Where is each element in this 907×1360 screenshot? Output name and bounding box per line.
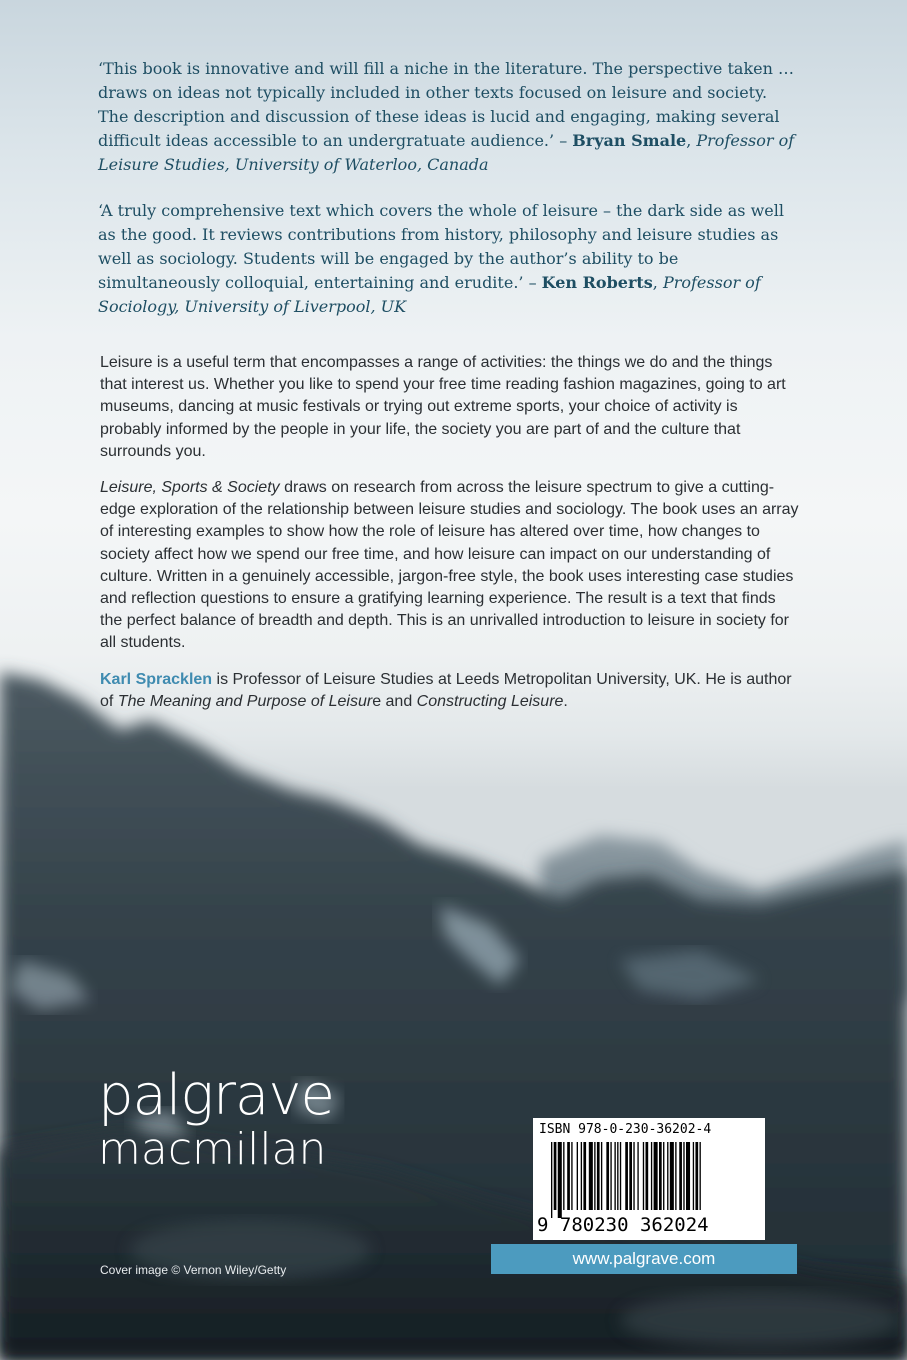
barcode-bar <box>654 1142 658 1210</box>
barcode-bar <box>554 1142 557 1210</box>
bio-text: e and <box>372 692 417 710</box>
barcode-bar <box>693 1142 694 1210</box>
quote-author: Ken Roberts <box>541 273 653 292</box>
quote-author: Bryan Smale <box>572 131 687 150</box>
barcode-bar <box>563 1142 564 1210</box>
isbn-barcode <box>533 1118 765 1240</box>
barcode-bar <box>651 1142 652 1210</box>
barcode-bar <box>589 1142 593 1210</box>
barcode-bar <box>679 1142 682 1210</box>
barcode-bar <box>558 1142 562 1218</box>
endorsement-quote <box>98 199 798 319</box>
barcode-bar <box>670 1142 674 1210</box>
quote-text: ‘A truly comprehensive text which covers the whole of leisure – the dark side as well as the good. It reviews contributions from history, philosophy and leisure studies as well as sociology. Students will be engaged by the author’s ability to be simultaneously colloquial, entertaining and erudite.’ – <box>98 201 784 292</box>
barcode-bar <box>700 1142 701 1210</box>
description-paragraph <box>100 477 800 655</box>
bio-text: is Professor of Leisure Studies at Leeds Metropolitan University, UK. He is author of <box>100 670 792 710</box>
publisher-website[interactable]: www.palgrave.com <box>491 1244 797 1274</box>
barcode-bar <box>695 1142 698 1210</box>
logo-line-palgrave: palgrave <box>98 1063 334 1128</box>
barcode-bar <box>601 1142 602 1210</box>
description-paragraph: Leisure is a useful term that encompasses a range of activities: the things we do and the things that interest us. Whether you like to spend your free time reading fashion magazines, going to art museums, dancing at music festivals or trying out extreme sports, your choice of activity is probably informed by the people in your life, the society you are part of and the culture that surrounds you. <box>100 354 786 460</box>
barcode-bar <box>667 1142 668 1210</box>
book-description <box>100 352 800 713</box>
quote-affiliation: Professor of Leisure Studies, University of Waterloo, Canada <box>98 131 795 174</box>
cover-image-credit: Cover image © Vernon Wiley/Getty <box>100 1263 287 1277</box>
quote-separator: , <box>652 273 663 292</box>
barcode-bar <box>643 1142 644 1210</box>
barcode-bar <box>597 1142 600 1210</box>
barcode-digits: 9 780230 362024 <box>537 1214 709 1236</box>
barcode-bar <box>581 1142 582 1210</box>
barcode-bar <box>646 1142 649 1210</box>
barcode-bar <box>606 1142 609 1210</box>
barcode-bars <box>551 1142 751 1218</box>
description-text: draws on research from across the leisure spectrum to give a cutting-edge exploration of the relationship between leisure studies and sociology. The book uses an array of interesting examples to show how the role of leisure has altered over time, how changes to society affect how we spend our free time, and how leisure can impact on our understanding of culture. Written in a genuinely accessible, jargon-free style, the book uses interesting case studies and reflection questions to ensure a gratifying learning experience. The result is a text that finds the perfect balance of breadth and depth. This is an unrivalled introduction to leisure in society for all students. <box>100 479 799 652</box>
barcode-bar <box>625 1142 628 1210</box>
author-name: Karl Spracklen <box>100 670 213 688</box>
isbn-label: ISBN 978-0-230-36202-4 <box>539 1122 712 1137</box>
barcode-bar <box>567 1142 570 1210</box>
endorsements <box>98 57 798 319</box>
barcode-bar <box>675 1142 676 1210</box>
book-reference: The Meaning and Purpose of Leisur <box>117 692 373 710</box>
quote-separator: , <box>686 131 697 150</box>
publisher-logo <box>98 1063 334 1175</box>
barcode-bar <box>633 1142 634 1210</box>
quote-affiliation: Professor of Sociology, University of Liverpool, UK <box>98 273 761 316</box>
book-reference: Constructing Leisure <box>416 692 564 710</box>
barcode-bar <box>610 1142 611 1210</box>
barcode-bar <box>659 1142 662 1210</box>
barcode-bar <box>583 1142 586 1210</box>
barcode-bar <box>551 1142 552 1218</box>
barcode-bar <box>617 1142 618 1210</box>
barcode-bar <box>686 1142 690 1210</box>
barcode-bar <box>571 1142 572 1210</box>
logo-line-macmillan: macmillan <box>98 1124 327 1175</box>
barcode-bar <box>620 1142 621 1210</box>
barcode-bar <box>594 1142 595 1210</box>
barcode-bar <box>683 1142 684 1210</box>
barcode-bar <box>663 1142 664 1210</box>
barcode-bar <box>577 1142 578 1210</box>
endorsement-quote <box>98 57 798 177</box>
barcode-bar <box>637 1142 638 1210</box>
barcode-bar <box>614 1142 615 1210</box>
author-bio <box>100 669 800 713</box>
quote-text: ‘This book is innovative and will fill a niche in the literature. The perspective taken …draws on ideas not typically included in other texts focused on leisure and society. The description and discussion of these ideas is lucid and engaging, making several difficult ideas accessible to an undergratuate audience.’ – <box>98 59 794 150</box>
book-title: Leisure, Sports & Society <box>100 479 280 497</box>
bio-text: . <box>563 692 568 710</box>
barcode-bar <box>629 1142 632 1210</box>
